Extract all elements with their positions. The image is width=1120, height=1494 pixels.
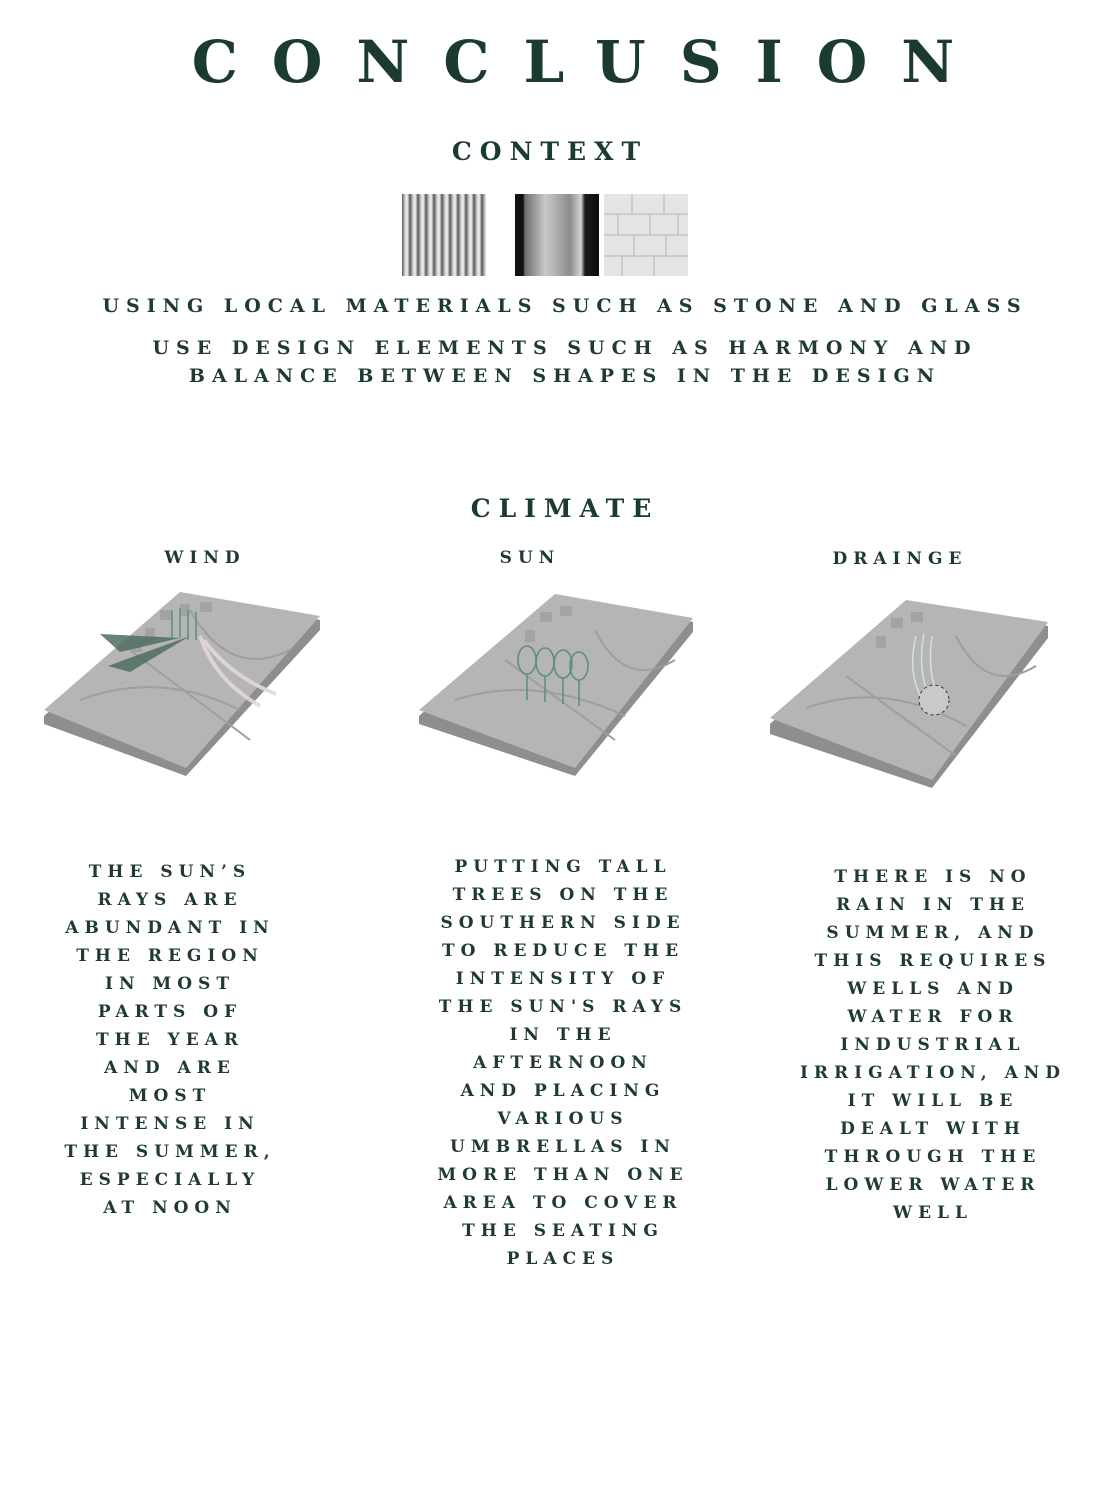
- site-model-drainage-icon: [766, 596, 1056, 792]
- context-heading: CONTEXT: [451, 137, 649, 166]
- stone-texture-swatch: [604, 194, 688, 276]
- wind-description: THE SUN’S RAYS ARE ABUNDANT IN THE REGION IN MOST PARTS OF THE YEAR AND ARE MOST INTENSE IN THE SUMMER, ESPECIALLY AT NOON: [64, 862, 276, 1218]
- metal-ribs-texture-swatch: [402, 194, 486, 276]
- site-model-wind-icon: [40, 590, 330, 780]
- context-line-3: BALANCE BETWEEN SHAPES IN THE DESIGN: [188, 365, 942, 387]
- drainage-description: THERE IS NO RAIN IN THE SUMMER, AND THIS REQUIRES WELLS AND WATER FOR INDUSTRIAL IRRIGATION, AND IT WILL BE DEALT WITH THROUGH THE LOWER WATER WELL: [799, 867, 1067, 1223]
- context-line-1: USING LOCAL MATERIALS SUCH AS STONE AND GLASS: [102, 295, 1028, 317]
- page-title: CONCLUSION: [191, 28, 989, 96]
- drainage-label: DRAINGE: [832, 549, 968, 569]
- wind-label: WIND: [164, 548, 246, 568]
- sun-label: SUN: [499, 548, 561, 568]
- climate-heading: CLIMATE: [470, 494, 660, 523]
- site-model-trees-icon: [415, 590, 700, 780]
- glass-texture-swatch: [515, 194, 599, 276]
- context-line-2: USE DESIGN ELEMENTS SUCH AS HARMONY AND: [152, 337, 978, 359]
- sun-description: PUTTING TALL TREES ON THE SOUTHERN SIDE TO REDUCE THE INTENSITY OF THE SUN'S RAYS IN THE AFTERNOON AND PLACING VARIOUS UMBRELLAS IN MORE THAN ONE AREA TO COVER THE SEATING PLACES: [437, 857, 689, 1269]
